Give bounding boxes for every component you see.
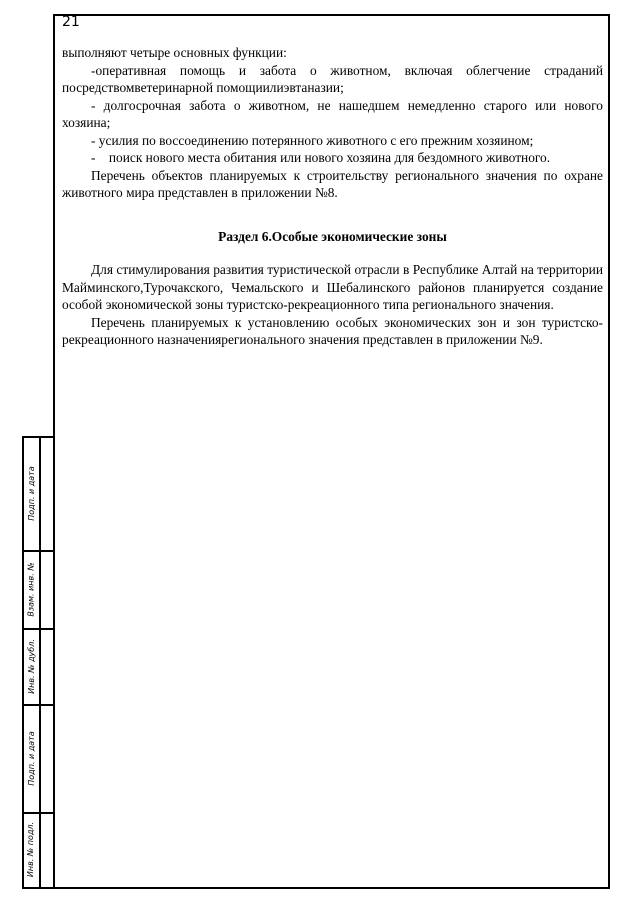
stamp-sidebar [22,436,55,889]
paragraph: Перечень объектов планируемых к строительству регионального значения по охране животного мира представлен в приложении №8. [62,167,603,200]
page-number: 21 [62,14,80,30]
sidebar-row-line [22,887,55,889]
document-body [62,44,603,349]
list-item: - усилия по воссоединению потерянного животного с его прежним хозяином; [91,132,534,148]
list-item: -оперативная помощь и забота о животном, включая облегчение страданий посредствомветеринарной помощиилиэвтаназии; [62,62,603,95]
section-heading: Раздел 6.Особые экономические зоны [218,228,447,244]
stamp-label-sign-date: Подп. и дата [26,465,36,521]
stamp-label-dup-inv: Инв. № дубл. [26,638,36,694]
paragraph: Для стимулирования развития туристической отрасли в Республике Алтай на территории Майминского,Турочакского, Чемальского и Шебалинского районов планируется создание особой экономической зоны туристско-рекреационного типа регионального значения. [62,262,603,312]
stamp-label-replace-inv: Взам. инв. № [26,561,36,617]
stamp-label-orig-inv: Инв. № подл. [26,821,36,878]
list-item: - долгосрочная забота о животном, не нашедшем немедленно старого или нового хозяина; [62,97,603,130]
paragraph: Перечень планируемых к установлению особых экономических зон и зон туристско-рекреационного назначениярегионального значения представлен в приложении №9. [62,314,603,347]
list-item: - поиск нового места обитания или нового хозяина для бездомного животного. [91,150,551,165]
stamp-label-sign-date: Подп. и дата [26,730,36,786]
paragraph: выполняют четыре основных функции: [62,45,287,60]
